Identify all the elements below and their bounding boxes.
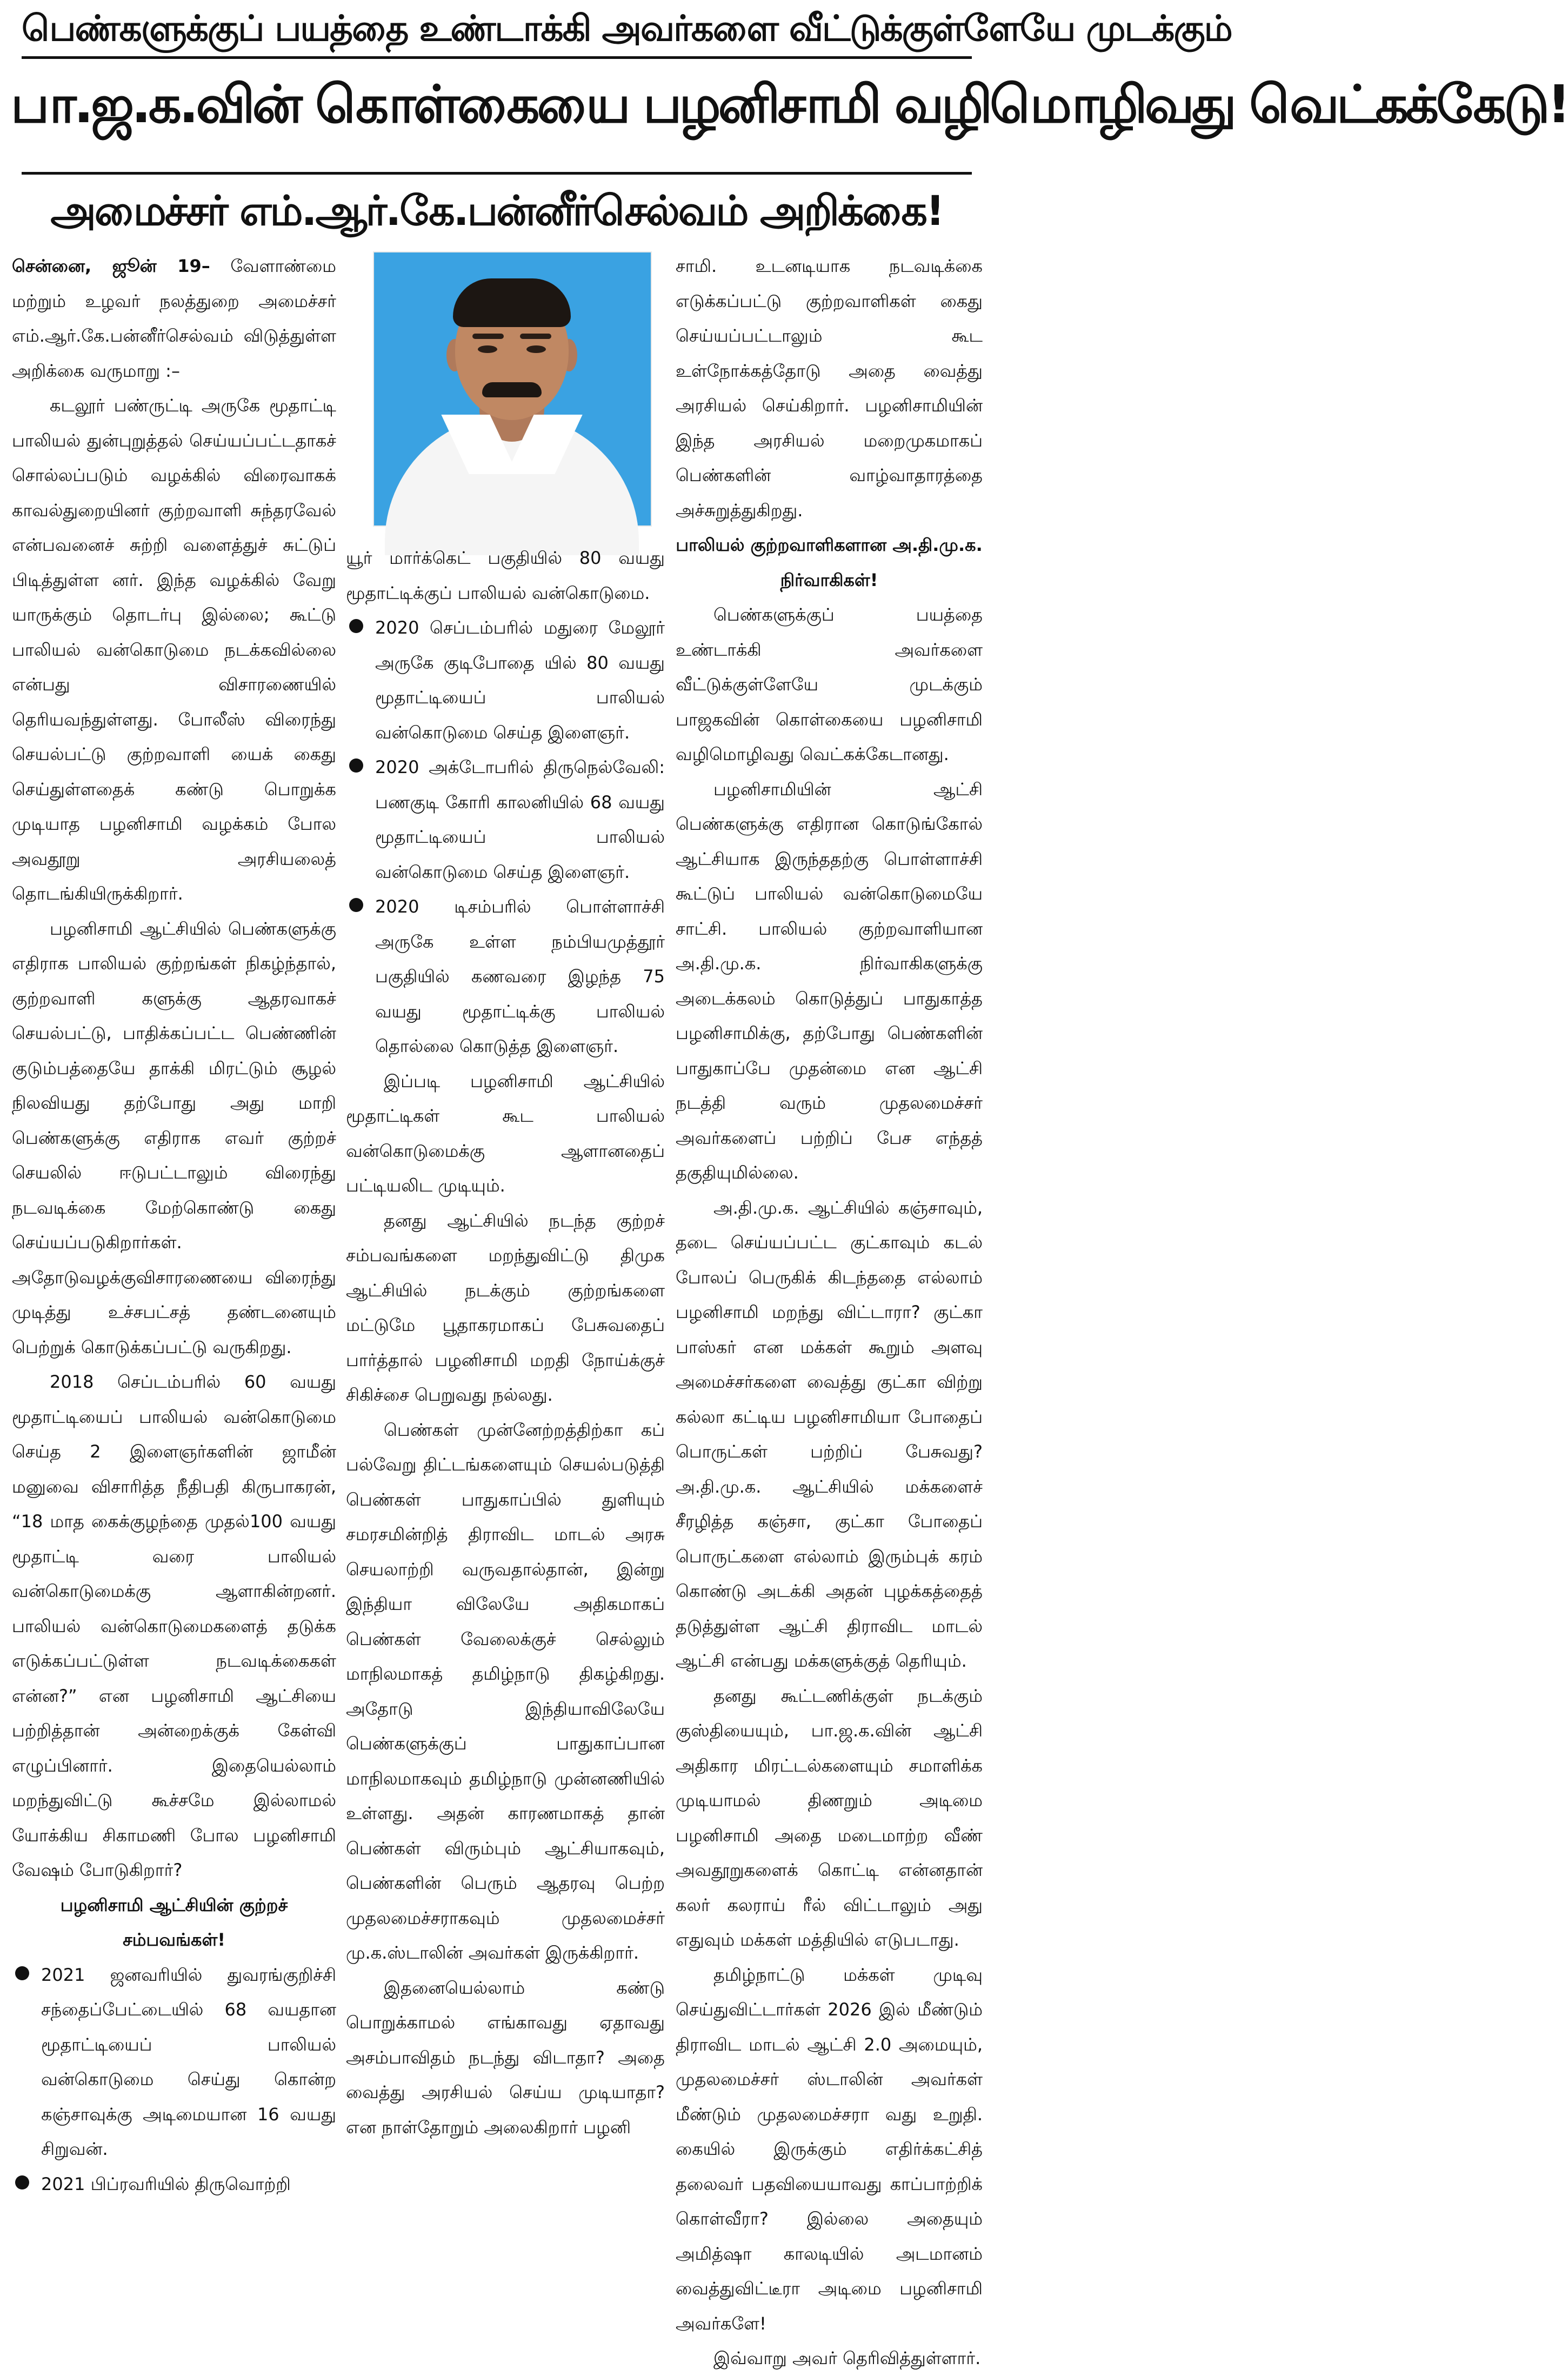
bullet-icon: [349, 898, 363, 912]
crime-list: [12, 1958, 336, 2202]
photo-brow: [472, 334, 504, 339]
bullet-icon: [15, 1966, 29, 1980]
list-item: 2020 அக்டோபரில் திருநெல்வேலி: பணகுடி கோரி காலனியில் 68 வயது மூதாட்டியைப் பாலியல் வன்கொடுமை செய்த இளைஞர்.: [346, 750, 665, 889]
main-headline: பா.ஜ.க.வின் கொள்கையை பழனிசாமி வழிமொழிவது வெட்கக்கேடு!: [11, 74, 1568, 135]
paragraph: 2018 செப்டம்பரில் 60 வயது மூதாட்டியைப் பாலியல் வன்கொடுமை செய்த 2 இளைஞர்களின் ஜாமீன் மனுவை விசாரித்த நீதிபதி கிருபாகரன், “18 மாத கைக்குழந்தை முதல்100 வயது மூதாட்டி வரை பாலியல் வன்கொடுமைக்கு ஆளாகின்றனர். பாலியல் வன்கொடுமைகளைத் தடுக்க எடுக்கப்பட்டுள்ள நடவடிக்கைகள் என்ன?” என பழனிசாமி ஆட்சியை பற்றித்தான் அன்றைக்குக் கேள்வி எழுப்பினார். இதையெல்லாம் மறந்துவிட்டு கூச்சமே இல்லாமல் யோக்கிய சிகாமணி போல பழனிசாமி வேஷம் போடுகிறார்?: [12, 1372, 336, 1880]
paragraph: தமிழ்நாட்டு மக்கள் முடிவு செய்துவிட்டார்கள் 2026 இல் மீண்டும் திராவிட மாடல் ஆட்சி 2.0 அமையும், முதலமைச்சர் ஸ்டாலின் அவர்கள் மீண்டும் முதலமைச்சரா வது உறுதி. கையில் இருக்கும் எதிர்க்கட்சித் தலைவர் பதவியையாவது காப்பாற்றிக் கொள்வீரா? இல்லை அதையும் அமித்ஷா காலடியில் அடமானம் வைத்துவிட்டீரா அடிமை பழனிசாமி அவர்களே!: [676, 1964, 983, 2334]
paragraph: அ.தி.மு.க. ஆட்சியில் கஞ்சாவும், தடை செய்யப்பட்ட குட்காவும் கடல் போலப் பெருகிக் கிடந்ததை எல்லாம் பழனிசாமி மறந்து விட்டாரா? குட்கா பாஸ்கர் என மக்கள் கூறும் அளவு அமைச்சர்களை வைத்து குட்கா விற்று கல்லா கட்டிய பழனிசாமியா போதைப் பொருட்கள் பற்றிப் பேசுவது? அ.தி.மு.க. ஆட்சியில் மக்களைச் சீரழித்த கஞ்சா, குட்கா போதைப் பொருட்களை எல்லாம் இரும்புக் கரம் கொண்டு அடக்கி அதன் புழக்கத்தைத் தடுத்துள்ள ஆட்சி திராவிட மாடல் ஆட்சி என்பது மக்களுக்குத் தெரியும்.: [676, 1197, 983, 1671]
section-subhead: பாலியல் குற்றவாளிகளான அ.தி.மு.க. நிர்வாகிகள்!: [676, 535, 983, 590]
dateline: சென்னை, ஜூன் 19–: [12, 256, 210, 276]
column-3: [676, 249, 983, 2368]
crime-list: [346, 610, 665, 1064]
minister-photo: [373, 251, 652, 527]
list-item: 2021 ஜனவரியில் துவரங்குறிச்சி சந்தைப்பேட்டையில் 68 வயதான மூதாட்டியைப் பாலியல் வன்கொடுமை செய்து கொன்ற கஞ்சாவுக்கு அடிமையான 16 வயது சிறுவன்.: [12, 1958, 336, 2167]
photo-eye: [478, 345, 497, 353]
paragraph: கடலூர் பண்ருட்டி அருகே மூதாட்டி பாலியல் துன்புறுத்தல் செய்யப்பட்டதாகச் சொல்லப்படும் வழக்கில் விரைவாகக் காவல்துறையினர் குற்றவாளி சுந்தரவேல் என்பவனைச் சுற்றி வளைத்துச் சுட்டுப் பிடித்துள்ள னர். இந்த வழக்கில் வேறு யாருக்கும் தொடர்பு இல்லை; கூட்டு பாலியல் வன்கொடுமை நடக்கவில்லை என்பது விசாரணையில் தெரியவந்துள்ளது. போலீஸ் விரைந்து செயல்பட்டு குற்றவாளி யைக் கைது செய்துள்ளதைக் கண்டு பொறுக்க முடியாத பழனிசாமி வழக்கம் போல அவதூறு அரசியலைத் தொடங்கியிருக்கிறார்.: [12, 395, 336, 904]
closing-line: இவ்வாறு அவர் தெரிவித்துள்ளார்.: [713, 2348, 981, 2368]
article-intro: [12, 249, 336, 388]
paragraph: தனது கூட்டணிக்குள் நடக்கும் குஸ்தியையும், பா.ஜ.க.வின் ஆட்சி அதிகார மிரட்டல்களையும் சமாளிக்க முடியாமல் திணறும் அடிமை பழனிசாமி அதை மடைமாற்ற வீண் அவதூறுகளைக் கொட்டி என்னதான் கலர் கலராய் ரீல் விட்டாலும் அது எதுவும் மக்கள் மத்தியில் எடுபடாது.: [676, 1685, 983, 1950]
kicker-headline: பெண்களுக்குப் பயத்தை உண்டாக்கி அவர்களை வீட்டுக்குள்ளேயே முடக்கும்: [22, 8, 1232, 49]
paragraph: யூர் மார்க்கெட் பகுதியில் 80 வயது மூதாட்டிக்குப் பாலியல் வன்கொடுமை.: [346, 548, 665, 603]
photo-mustache: [482, 382, 542, 397]
list-item: 2020 செப்டம்பரில் மதுரை மேலூர் அருகே குடிபோதை யில் 80 வயது மூதாட்டியைப் பாலியல் வன்கொடுமை செய்த இளைஞர்.: [346, 610, 665, 750]
intro-text: வேளாண்மை மற்றும் உழவர் நலத்துறை அமைச்சர் எம்.ஆர்.கே.பன்னீர்செல்வம் விடுத்துள்ள அறிக்கை வருமாறு :–: [12, 256, 337, 381]
photo-hair: [453, 278, 571, 327]
column-2: [346, 541, 665, 2138]
column-1: [12, 249, 337, 2194]
paragraph: தனது ஆட்சியில் நடந்த குற்றச் சம்பவங்களை மறந்துவிட்டு திமுக ஆட்சியில் நடக்கும் குற்றங்களை மட்டுமே பூதாகரமாகப் பேசுவதைப் பார்த்தால் பழனிசாமி மறதி நோய்க்குச் சிகிச்சை பெறுவது நல்லது.: [346, 1210, 665, 1405]
bullet-icon: [349, 619, 363, 633]
top-rule: [22, 56, 972, 59]
paragraph: பழனிசாமி ஆட்சியில் பெண்களுக்கு எதிராக பாலியல் குற்றங்கள் நிகழ்ந்தால், குற்றவாளி களுக்கு ஆதரவாகச் செயல்பட்டு, பாதிக்கப்பட்ட பெண்ணின் குடும்பத்தையே தாக்கி மிரட்டும் சூழல் நிலவியது தற்போது அது மாறி பெண்களுக்கு எதிராக எவர் குற்றச் செயலில் ஈடுபட்டாலும் விரைந்து நடவடிக்கை மேற்கொண்டு கைது செய்யப்படுகிறார்கள். அதோடுவழக்குவிசாரணையை விரைந்து முடித்து உச்சபட்சத் தண்டனையும் பெற்றுக் கொடுக்கப்பட்டு வருகிறது.: [12, 918, 336, 1357]
paragraph: இப்படி பழனிசாமி ஆட்சியில் மூதாட்டிகள் கூட பாலியல் வன்கொடுமைக்கு ஆளானதைப் பட்டியலிட முடியும்.: [346, 1070, 665, 1196]
list-item: 2020 டிசம்பரில் பொள்ளாச்சி அருகே உள்ள நம்பியமுத்தூர் பகுதியில் கணவரை இழந்த 75 வயது மூதாட்டிக்கு பாலியல் தொல்லை கொடுத்த இளைஞர்.: [346, 889, 665, 1064]
paragraph: பெண்களுக்குப் பயத்தை உண்டாக்கி அவர்களை வீட்டுக்குள்ளேயே முடக்கும் பாஜகவின் கொள்கையை பழனிசாமி வழிமொழிவது வெட்கக்கேடானது.: [676, 604, 983, 764]
section-subhead: பழனிசாமி ஆட்சியின் குற்றச் சம்பவங்கள்!: [60, 1894, 288, 1950]
paragraph: சாமி. உடனடியாக நடவடிக்கை எடுக்கப்பட்டு குற்றவாளிகள் கைது செய்யப்பட்டாலும் கூட உள்நோக்கத்தோடு அதை வைத்து அரசியல் செய்கிறார். பழனிசாமியின் இந்த அரசியல் மறைமுகமாகப் பெண்களின் வாழ்வாதாரத்தை அச்சுறுத்துகிறது.: [676, 256, 983, 521]
bullet-icon: [349, 758, 363, 773]
paragraph: பெண்கள் முன்னேற்றத்திற்கா கப் பல்வேறு திட்டங்களையும் செயல்படுத்தி பெண்கள் பாதுகாப்பில் துளியும் சமரசமின்றித் திராவிட மாடல் அரசு செயலாற்றி வருவதால்தான், இன்று இந்தியா விலேயே அதிகமாகப் பெண்கள் வேலைக்குச் செல்லும் மாநிலமாகத் தமிழ்நாடு திகழ்கிறது. அதோடு இந்தியாவிலேயே பெண்களுக்குப் பாதுகாப்பான மாநிலமாகவும் தமிழ்நாடு முன்னணியில் உள்ளது. அதன் காரணமாகத் தான் பெண்கள் விரும்பும் ஆட்சியாகவும், பெண்களின் பெரும் ஆதரவு பெற்ற முதலமைச்சராகவும் முதலமைச்சர் மு.க.ஸ்டாலின் அவர்கள் இருக்கிறார்.: [346, 1419, 665, 1963]
paragraph: இதனையெல்லாம் கண்டு பொறுக்காமல் எங்காவது ஏதாவது அசம்பாவிதம் நடந்து விடாதா? அதை வைத்து அரசியல் செய்ய முடியாதா? என நாள்தோறும் அலைகிறார் பழனி: [346, 1977, 665, 2138]
sub-headline: அமைச்சர் எம்.ஆர்.கே.பன்னீர்செல்வம் அறிக்கை!: [50, 187, 943, 235]
bullet-icon: [15, 2175, 29, 2189]
headline-rule: [22, 172, 972, 175]
photo-brow: [520, 334, 551, 339]
list-item: 2021 பிப்ரவரியில் திருவொற்றி: [12, 2167, 336, 2202]
paragraph: பழனிசாமியின் ஆட்சி பெண்களுக்கு எதிரான கொடுங்கோல் ஆட்சியாக இருந்ததற்கு பொள்ளாச்சி கூட்டுப் பாலியல் வன்கொடுமையே சாட்சி. பாலியல் குற்றவாளியான அ.தி.மு.க. நிர்வாகிகளுக்கு அடைக்கலம் கொடுத்துப் பாதுகாத்த பழனிசாமிக்கு, தற்போது பெண்களின் பாதுகாப்பே முதன்மை என ஆட்சி நடத்தி வரும் முதலமைச்சர் அவர்களைப் பற்றிப் பேச எந்தத் தகுதியுமில்லை.: [676, 778, 983, 1183]
photo-eye: [526, 345, 546, 353]
